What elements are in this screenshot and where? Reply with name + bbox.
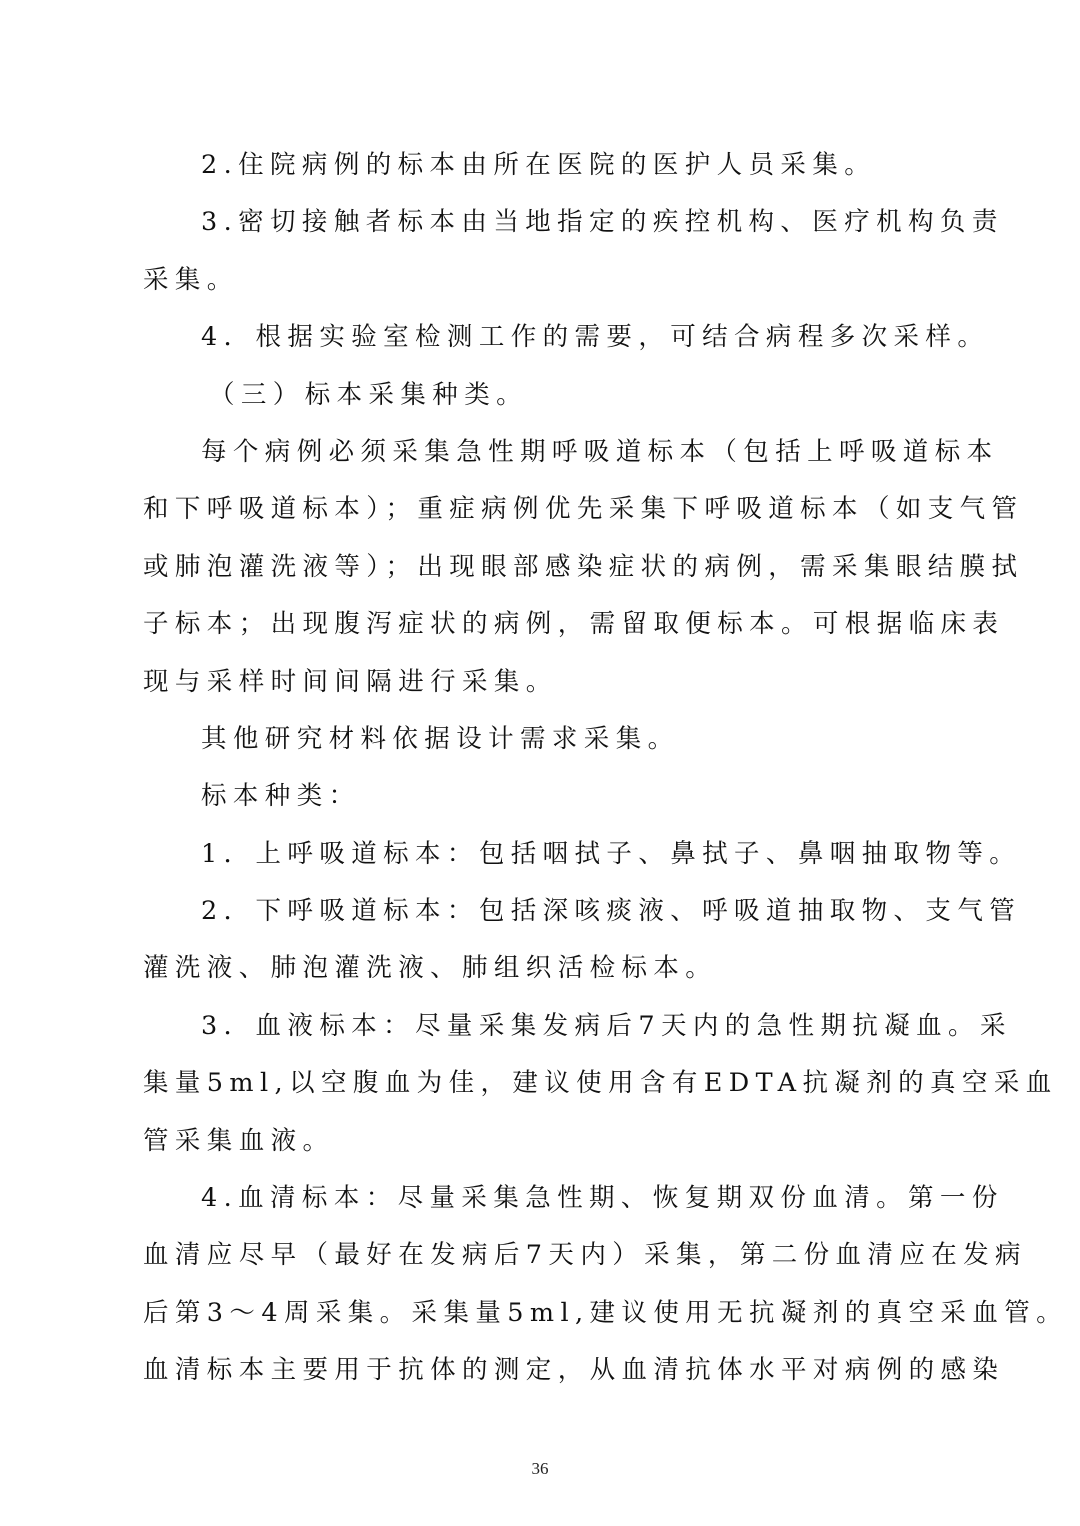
paragraph-line: 2.住院病例的标本由所在医院的医护人员采集。 (201, 150, 877, 180)
paragraph-line: 灌洗液、肺泡灌洗液、肺组织活检标本。 (143, 953, 718, 984)
paragraph-line: 血清标本主要用于抗体的测定，从血清抗体水平对病例的感染 (143, 1355, 1005, 1386)
paragraph-line: 或肺泡灌洗液等）；出现眼部感染症状的病例，需采集眼结膜拭 (143, 551, 1024, 582)
paragraph-line: 采集。 (143, 264, 239, 295)
paragraph-line: 现与采样时间间隔进行采集。 (143, 666, 558, 697)
list-item: 4.血清标本：尽量采集急性期、恢复期双份血清。第一份 (201, 1183, 1004, 1214)
paragraph-line: 血清应尽早（最好在发病后7天内）采集，第二份血清应在发病 (143, 1240, 1027, 1271)
paragraph-line: 后第3～4周采集。采集量5ml,建议使用无抗凝剂的真空采血管。 (143, 1297, 1069, 1328)
paragraph-line: 标本种类： (201, 781, 361, 812)
body-text (143, 137, 1069, 1400)
section-heading: （三）标本采集种类。 (209, 379, 529, 410)
paragraph-line: 其他研究材料依据设计需求采集。 (201, 723, 680, 754)
paragraph-line: 管采集血液。 (143, 1125, 335, 1156)
paragraph-line: 子标本；出现腹泻症状的病例，需留取便标本。可根据临床表 (143, 609, 1005, 640)
paragraph-line: 和下呼吸道标本）；重症病例优先采集下呼吸道标本（如支气管 (143, 494, 1024, 525)
paragraph-line: 4．根据实验室检测工作的需要，可结合病程多次采样。 (201, 322, 990, 353)
list-item: 3．血液标本：尽量采集发病后7天内的急性期抗凝血。采 (201, 1010, 1012, 1041)
paragraph-line: 每个病例必须采集急性期呼吸道标本（包括上呼吸道标本 (201, 436, 999, 467)
paragraph-line: 集量5ml,以空腹血为佳，建议使用含有EDTA抗凝剂的真空采血 (143, 1068, 1058, 1099)
list-item: 2．下呼吸道标本：包括深咳痰液、呼吸道抽取物、支气管 (201, 896, 1022, 927)
list-item: 1．上呼吸道标本：包括咽拭子、鼻拭子、鼻咽抽取物等。 (201, 838, 1022, 869)
page-number: 36 (531, 1459, 549, 1478)
paragraph-line: 3.密切接触者标本由当地指定的疾控机构、医疗机构负责 (201, 207, 1004, 238)
